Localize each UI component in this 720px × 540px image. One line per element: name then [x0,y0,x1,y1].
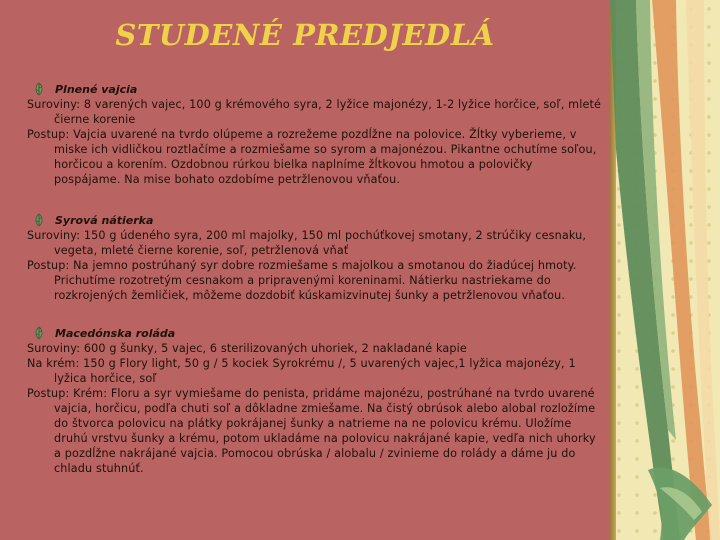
recipe-title: Plnené vajcia [55,82,138,96]
ingredients-paragraph: Suroviny: 150 g údeného syra, 200 ml majolky, 150 ml pochúťkovej smotany, 2 strúčiky cesnaku, vegeta, mleté čierne korenie, soľ, petržlenová vňať [27,229,587,257]
ingredients-paragraph: Suroviny: 8 varených vajec, 100 g krémového syra, 2 lyžice majonézy, 1-2 lyžice horčice, soľ, mleté čierne korenie [27,98,602,126]
ingredients-paragraph: Suroviny: 600 g šunky, 5 vajec, 6 sterilizovaných uhoriek, 2 nakladané kapie [27,342,467,355]
method-paragraph: Postup: Na jemno postrúhaný syr dobre rozmiešame s majolkou a smotanou do žiadúcej hmoty. Prichutíme rozotretým cesnakom a pripravenými koreninami. Nátierku nastriekame do rozkrojených žemličiek, môžeme dozdobiť kúskamizvinutej šunky a petržlenovou vňaťou. [27,259,577,302]
recipe-title: Syrová nátierka [55,213,154,227]
recipe-title: Macedónska roláda [55,326,176,340]
slide-title: STUDENÉ PREDJEDLÁ [115,18,495,52]
method-paragraph: Postup: Krém: Floru a syr vymiešame do penista, pridáme majonézu, postrúhané na tvrdo uvarené vajcia, horčicu, podľa chuti soľ a dôkladne zmiešame. Na čistý obrúsok alebo alobal rozložíme do štvorca polovicu na plátky pokrájanej šunky a natrieme na ne polovicu krému. Uložíme druhú vrstvu šunky a krému, potom ukladáme na polovicu nakrájané kapie, vedľa nich uhorky a pozdĺžne nakrájané vajcia. Pomocou obrúska / alobalu / zvinieme do rolády a dáme ju do chladu stuhnúť. [27,387,596,475]
cream-ingredients-paragraph: Na krém: 150 g Flory light, 50 g / 5 kociek Syrokrému /, 5 uvarených vajec,1 lyžica majonézy, 1 lyžica horčice, soľ [27,357,576,385]
method-paragraph: Postup: Vajcia uvarené na tvrdo olúpeme a rozrežeme pozdĺžne na polovice. Žĺtky vyberieme, v miske ich vidličkou roztlačíme a rozmiešame so syrom a majonézou. Pikantne ochutíme soľou, horčicou a korením. Ozdobnou rúrkou bielka naplníme žĺtkovou hmotou a polovičky pospájame. Na mise bohato ozdobíme petržlenovou vňaťou. [27,128,597,186]
